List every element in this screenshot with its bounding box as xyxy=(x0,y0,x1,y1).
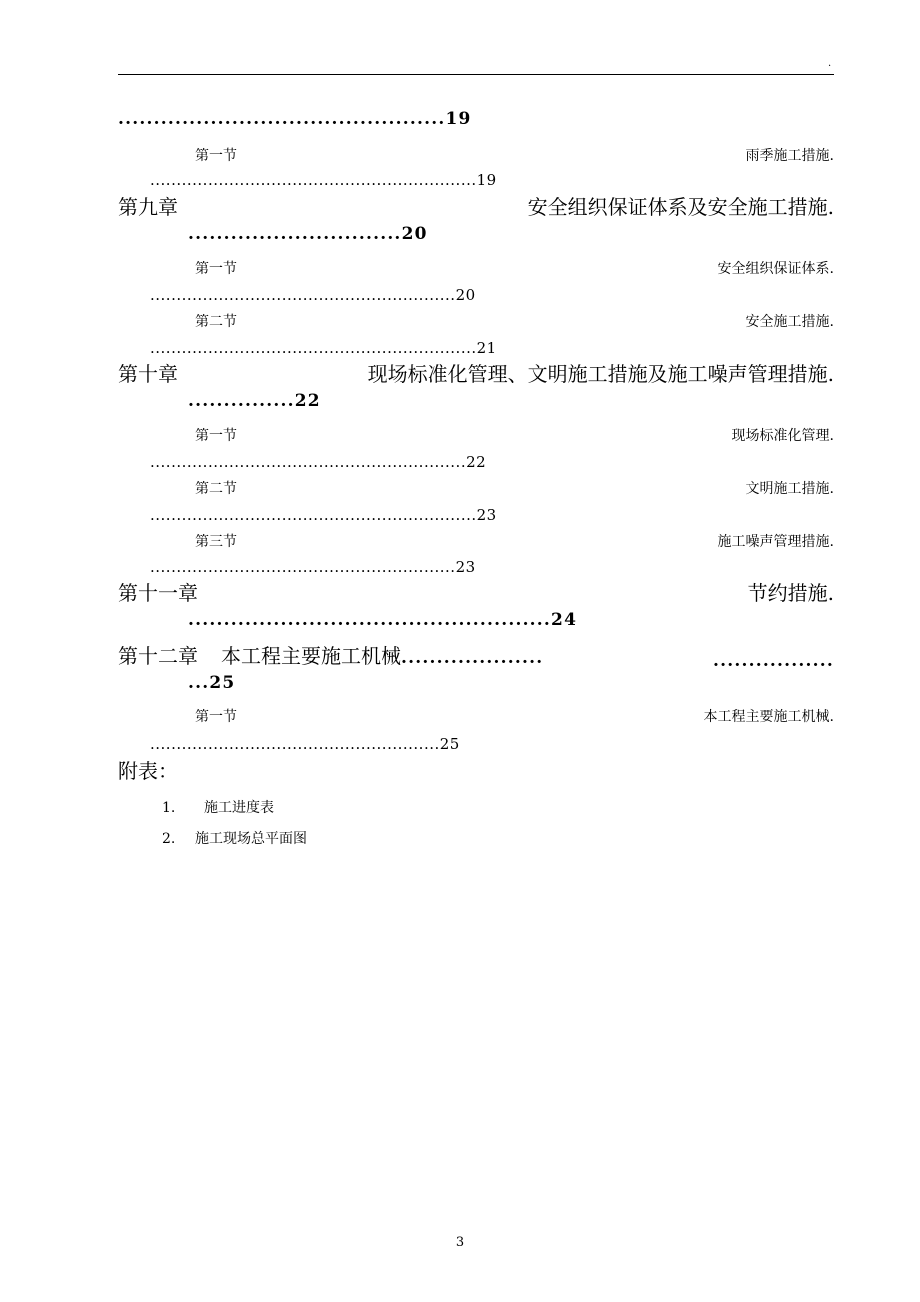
page-ref: 23 xyxy=(476,506,497,524)
leader-dots: ............... xyxy=(188,391,295,411)
toc-chapter-label: 第十二章 xyxy=(118,644,198,668)
page-ref: 20 xyxy=(455,286,476,304)
leader-dots: .............................................................. xyxy=(150,171,477,189)
toc-section-title: 文明施工措施. xyxy=(745,481,834,497)
toc-section-dots xyxy=(150,341,497,356)
page-ref: 19 xyxy=(476,171,497,189)
toc-cont-line xyxy=(118,111,472,128)
leader-dots: ... xyxy=(188,673,210,693)
toc-section-dots xyxy=(150,737,460,752)
page-ref: 21 xyxy=(476,339,497,357)
toc-section-label: 第一节 xyxy=(195,261,237,277)
page-ref: 22 xyxy=(466,453,487,471)
toc-section-title: 本工程主要施工机械. xyxy=(703,709,834,725)
page-ref: 24 xyxy=(551,610,578,630)
page-ref: 25 xyxy=(209,673,236,693)
toc-chapter-title: 节约措施. xyxy=(747,581,834,605)
toc-section-label: 第二节 xyxy=(195,314,237,330)
toc-section-label: 第一节 xyxy=(195,428,237,444)
leader-dots: .............................................................. xyxy=(150,506,477,524)
toc-section-label: 第三节 xyxy=(195,534,237,550)
toc-chapter-label: 第十章 xyxy=(118,362,178,386)
toc-chapter-dots xyxy=(188,675,235,692)
appendix-item-number: 2. xyxy=(162,831,176,847)
appendix-title: 附表： xyxy=(118,759,178,783)
toc-section-title: 安全组织保证体系. xyxy=(717,261,834,277)
leader-dots: ................. xyxy=(712,651,834,671)
toc-chapter-title xyxy=(221,646,543,667)
chapter-title-text: 本工程主要施工机械 xyxy=(221,644,401,668)
leader-dots: .............................................................. xyxy=(150,339,477,357)
leader-dots: .............................................. xyxy=(118,109,446,129)
toc-section-title: 施工噪声管理措施. xyxy=(717,534,834,550)
appendix-item: 施工进度表 xyxy=(204,800,274,816)
toc-section-dots xyxy=(150,288,476,303)
toc-section-label: 第二节 xyxy=(195,481,237,497)
toc-chapter-title: 现场标准化管理、文明施工措施及施工噪声管理措施. xyxy=(367,362,834,386)
page-ref: 23 xyxy=(455,558,476,576)
toc-section-dots xyxy=(150,173,497,188)
toc-section-dots xyxy=(150,508,497,523)
leader-dots: ............................................................ xyxy=(150,453,467,471)
leader-dots: ....................................................... xyxy=(150,735,440,753)
toc-section-title: 现场标准化管理. xyxy=(731,428,834,444)
leader-dots: .......................................................... xyxy=(150,286,456,304)
toc-section-label: 第一节 xyxy=(195,148,237,164)
page-ref: 20 xyxy=(401,224,428,244)
page-ref: 19 xyxy=(445,109,472,129)
header-rule xyxy=(118,74,834,75)
leader-dots: .......................................................... xyxy=(150,558,456,576)
toc-chapter-dots xyxy=(188,612,577,629)
appendix-item: 施工现场总平面图 xyxy=(195,831,307,847)
toc-section-dots xyxy=(150,560,476,575)
toc-chapter-dots xyxy=(188,226,428,243)
toc-section-title: 雨季施工措施. xyxy=(745,148,834,164)
toc-chapter-dots xyxy=(188,393,321,410)
header-mark: . xyxy=(828,58,832,69)
toc-chapter-title: 安全组织保证体系及安全施工措施. xyxy=(527,195,834,219)
toc-chapter-label: 第九章 xyxy=(118,195,178,219)
leader-dots: .............................. xyxy=(188,224,402,244)
toc-section-title: 安全施工措施. xyxy=(745,314,834,330)
leader-dots: ................................................... xyxy=(188,610,552,630)
toc-chapter-label: 第十一章 xyxy=(118,581,198,605)
toc-section-label: 第一节 xyxy=(195,709,237,725)
page-ref: 22 xyxy=(294,391,321,411)
appendix-item-number: 1. xyxy=(162,800,176,816)
page-ref: 25 xyxy=(439,735,460,753)
leader-dots: .................... xyxy=(401,648,544,668)
page-number: 3 xyxy=(455,1235,465,1250)
toc-section-dots xyxy=(150,455,486,470)
